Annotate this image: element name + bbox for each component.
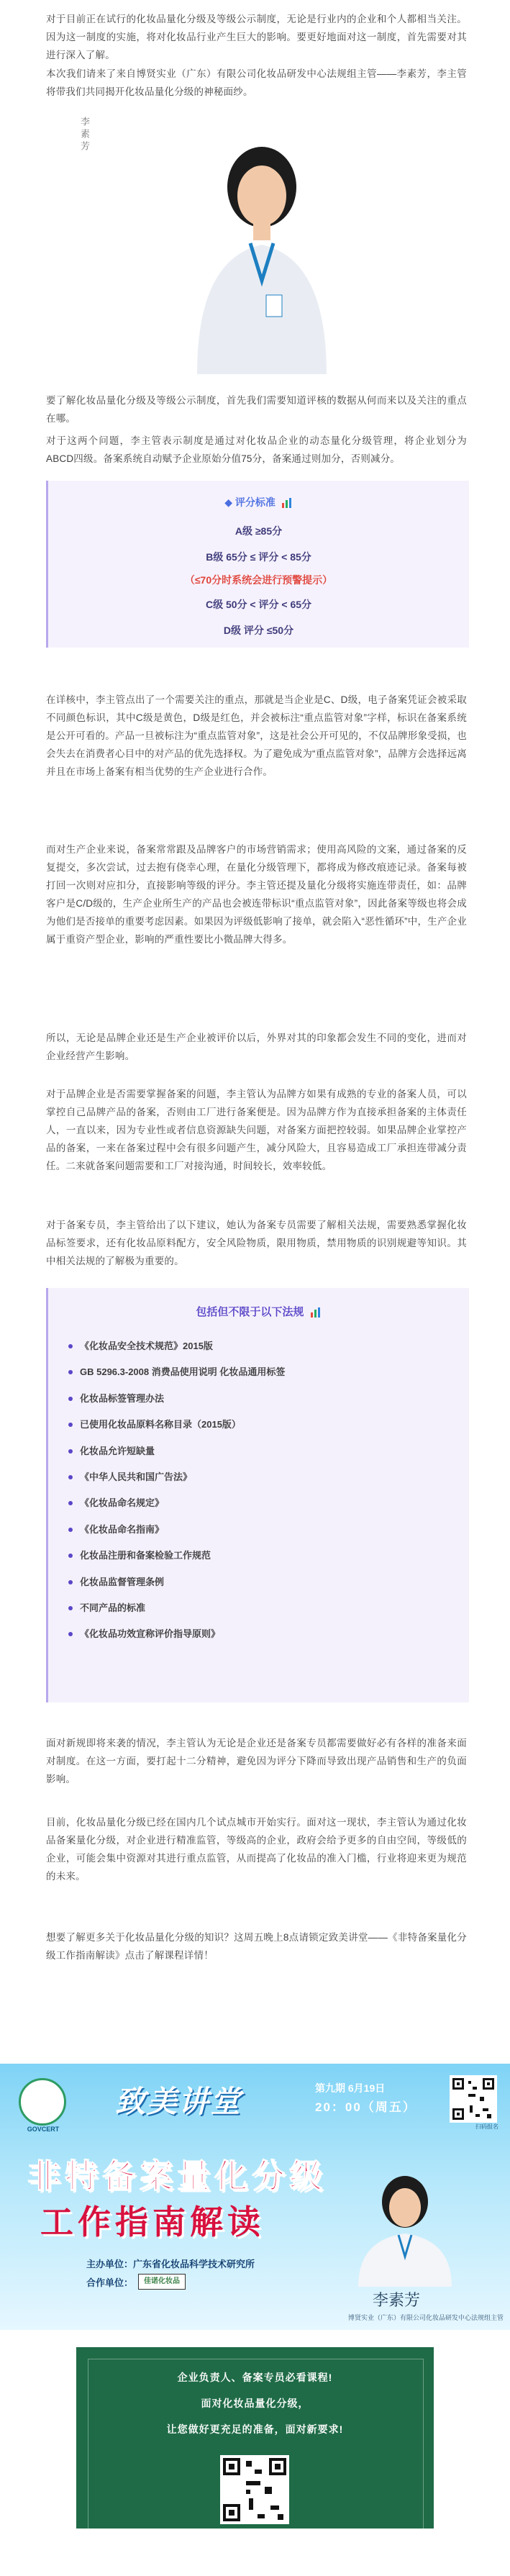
rating-a: A级 ≥85分 <box>234 525 283 537</box>
course-banner[interactable] <box>0 2064 510 2330</box>
list-item: 化妆品允许短缺量 <box>68 1445 285 1471</box>
institute-logo-text: GOVCERT <box>27 2126 60 2133</box>
rating-c: C级 50分 < 评分 < 65分 <box>205 599 312 610</box>
intro-paragraph-1: 对于目前正在试行的化妆品量化分级及等级公示制度，无论是行业内的企业和个人都相当关注。因为这一制度的实施，将对化妆品行业产生巨大的影响。要更好地面对这一制度，首先需要对其进行深入了解。 <box>46 14 467 60</box>
speaker-name-vertical: 李素芳 <box>79 117 90 153</box>
banner-speaker-title: 博贤实业（广东）有限公司化妆品研发中心法规组主管 <box>347 2314 504 2321</box>
institute-logo <box>19 2078 66 2126</box>
list-item: GB 5296.3-2008 消费品使用说明 化妆品通用标签 <box>68 1366 285 1392</box>
body-paragraph-6: 而对生产企业来说，备案常常跟及品牌客户的市场营销需求；使用高风险的文案，通过备案的反复提交，多次尝试，过去抱有侥幸心理，在量化分级管理下，都将成为修改痕迹记录。备案每被打回一次则对应扣分，直接影响等级的评分。李主管还提及量化分级将实施连带责任，如：品牌客户是C/D级的，生产企业所生产的产品也会被连带标识“重点监管对象”，因此备案等级也将会成为他们是否接单的重要考虑因素。如果因为评级低影响了接单，就会陷入“恶性循环”中，生产企业属于重资产型企业，影响的严重性要比小微品牌大得多。 <box>46 844 467 945</box>
rating-warning-note: （≤70分时系统会进行预警提示） <box>184 574 333 586</box>
list-item: 不同产品的标准 <box>68 1602 285 1628</box>
list-item: 《化妆品安全技术规范》2015版 <box>68 1340 285 1366</box>
body-paragraph-8: 对于品牌企业是否需要掌握备案的问题，李主管认为品牌方如果有成熟的专业的备案人员，可以掌控自己品牌产品的备案，否则由工厂进行备案便是。因为品牌方作为直接承担备案的主体责任人，一直以来，因为专业性或者信息资源缺失问题，对备案方面把控较弱。如果品牌企业掌控产品的备案，一来在备案过程中会有很多问题产生，减分风险大，且容易造成工厂承担连带减分责任。二来就备案问题需要和工厂对接沟通，时间较长，效率较低。 <box>46 1089 467 1171</box>
speaker-photo-section <box>46 108 467 374</box>
body-paragraph-9: 对于备案专员，李主管给出了以下建议，她认为备案专员需要了解相关法规，需要熟悉掌握化妆品标签要求，还有化妆品原料配方，安全风险物质，限用物质，禁用物质的识别规避等知识。其中相关法规的了解极为重要的。 <box>46 1220 467 1266</box>
promo-poster <box>76 2347 434 2529</box>
body-paragraph-4: 对于这两个问题，李主管表示制度是通过对化妆品企业的动态量化分级管理，将企业划分为ABCD四级。备案系统自动赋予企业原始分值75分，备案通过则加分，否则减分。 <box>46 435 467 464</box>
body-paragraph-7: 所以，无论是品牌企业还是生产企业被评价以后，外界对其的印象都会发生不同的变化，进而对企业经营产生影响。 <box>46 1033 467 1061</box>
banner-speaker-name: 李素芳 <box>373 2291 421 2309</box>
body-paragraph-11: 目前，化妆品量化分级已经在国内几个试点城市开始实行。面对这一现状，李主管认为通过化妆品备案量化分级，对企业进行精准监管，等级高的企业，政府会给予更多的自由空间，等级低的企业，可能会集中资源对其进行重点监管，从而提高了化妆品的准入门槛，行业将迎来更为规范的未来。 <box>46 1817 467 1882</box>
qr-caption: 扫码报名 <box>475 2123 498 2130</box>
banner-host: 主办单位：广东省化妆品科学技术研究所 <box>86 2259 255 2269</box>
body-paragraph-10: 面对新规即将来袭的情况，李主管认为无论是企业还是备案专员都需要做好必有各样的准备来面对制度。在这一方面，要打起十二分精神，避免因为评分下降而导致出现产品销售和生产的负面影响。 <box>46 1738 467 1784</box>
intro-paragraph-2: 本次我们请来了来自博贤实业（广东）有限公司化妆品研发中心法规组主管——李素芳，李主管将带我们共同揭开化妆品量化分级的神秘面纱。 <box>46 68 467 97</box>
course-link-paragraph[interactable]: 想要了解更多关于化妆品量化分级的知识？这周五晚上8点请锁定致美讲堂——《非特备案量化分级工作指南解读》点击了解课程详情！ <box>46 1932 467 1961</box>
body-paragraph-3: 要了解化妆品量化分级及等级公示制度，首先我们需要知道评核的数据从何而来以及关注的重点在哪。 <box>46 395 467 424</box>
regulations-list <box>68 1340 285 1654</box>
poster-line-1: 企业负责人、备案专员必看课程! <box>177 2372 333 2383</box>
list-item: 化妆品注册和备案检验工作规范 <box>68 1549 285 1575</box>
list-item: 《化妆品命名指南》 <box>68 1523 285 1549</box>
rating-title: ◆ 评分标准 <box>48 495 469 509</box>
speaker-photo <box>176 137 348 374</box>
rating-b: B级 65分 ≤ 评分 < 85分 <box>206 551 311 563</box>
regulations-title: 包括但不限于以下法规 <box>48 1304 469 1319</box>
diamond-icon: ◆ <box>224 496 232 508</box>
bar-chart-icon <box>281 498 293 508</box>
body-paragraph-5: 在详核中，李主管点出了一个需要关注的重点，那就是当企业是C、D级，电子备案凭证会被采取不同颜色标识，其中C级是黄色，D级是红色，并会被标注“重点监管对象”字样，标识在备案系统是公开可看的。产品一旦被标注为“重点监管对象”，这是社会公开可见的，不仅品牌形象受损，也会失去在消费者心目中的对产品的优先选择权。为了避免成为“重点监管对象”，品牌方会选择远离并且在市场上备案有相当优势的生产企业进行合作。 <box>46 694 467 777</box>
banner-time: 20：00（周五） <box>315 2100 416 2114</box>
list-item: 已使用化妆品原料名称目录（2015版） <box>68 1418 285 1444</box>
banner-headline-1: 非特备案量化分级 <box>27 2157 327 2195</box>
poster-line-3: 让您做好更充足的准备，面对新要求! <box>166 2423 344 2435</box>
list-item: 《中华人民共和国广告法》 <box>68 1471 285 1497</box>
banner-brand: 致美讲堂 <box>115 2085 242 2118</box>
banner-issue: 第九期 6月19日 <box>315 2082 386 2094</box>
rating-standard-box <box>46 481 469 648</box>
coop-logo: 佳诺化妆品 <box>138 2274 186 2290</box>
qr-code-icon[interactable] <box>450 2075 497 2123</box>
qr-code-icon[interactable] <box>220 2455 289 2524</box>
list-item: 《化妆品命名规定》 <box>68 1497 285 1523</box>
list-item: 化妆品标签管理办法 <box>68 1392 285 1418</box>
list-item: 化妆品监督管理条例 <box>68 1576 285 1602</box>
rating-d: D级 评分 ≤50分 <box>223 625 294 636</box>
banner-headline-2: 工作指南解读 <box>40 2203 265 2241</box>
regulations-list-box <box>46 1288 469 1702</box>
poster-line-2: 面对化妆品量化分级， <box>201 2398 309 2409</box>
list-item: 《化妆品功效宣称评价指导原则》 <box>68 1628 285 1654</box>
bar-chart-icon <box>310 1307 322 1318</box>
speaker-photo-banner <box>351 2172 459 2287</box>
banner-coop-label: 合作单位： <box>86 2277 134 2288</box>
